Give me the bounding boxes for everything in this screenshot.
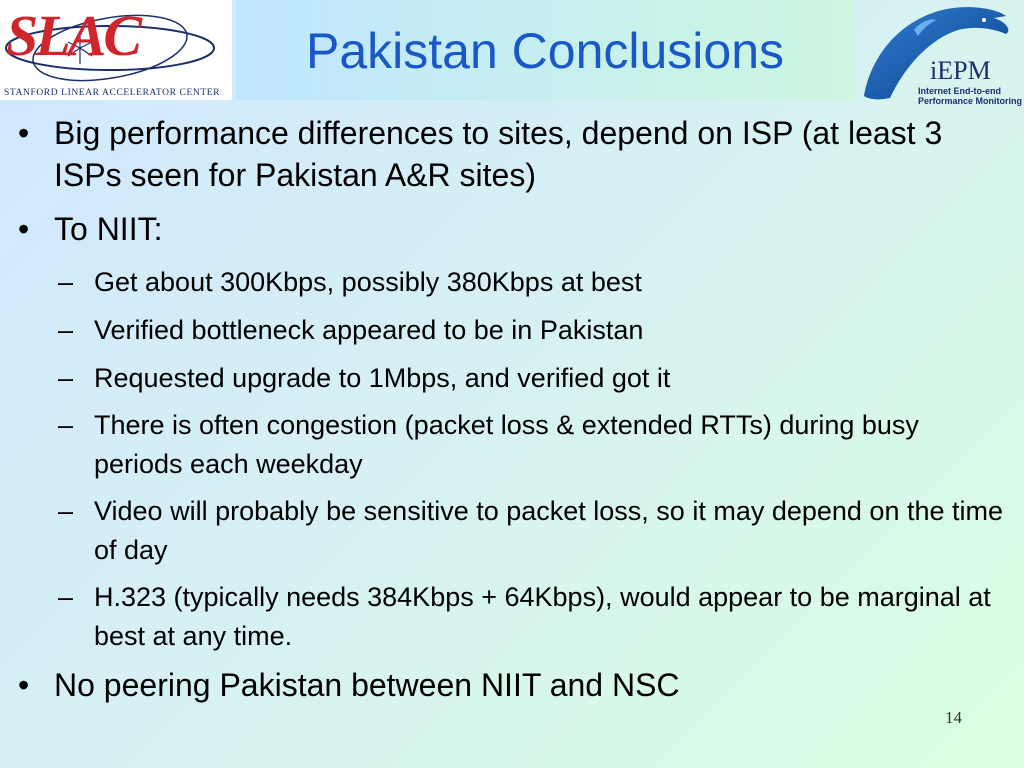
bullet-dot-icon: •: [18, 115, 30, 151]
dash-icon: –: [58, 267, 74, 297]
bullet-item: [14, 112, 1010, 196]
slac-wordmark: SLAC: [6, 3, 140, 68]
sub-bullet-text: Get about 300Kbps, possibly 380Kbps at best: [94, 267, 642, 297]
sub-bullet-text: Verified bottleneck appeared to be in Pakistan: [94, 315, 644, 345]
bullet-item: [14, 208, 1010, 250]
sub-bullet-item: [58, 406, 1010, 484]
iepm-wordmark: iEPM: [930, 56, 991, 85]
slide-title: Pakistan Conclusions: [305, 23, 785, 79]
dash-icon: –: [58, 315, 74, 345]
sub-bullet-item: [58, 492, 1010, 570]
sub-bullet-text: Video will probably be sensitive to packet loss, so it may depend on the time of day: [94, 496, 1004, 565]
page-number: 14: [945, 708, 962, 727]
bullet-dot-icon: •: [18, 211, 30, 247]
dash-icon: –: [58, 363, 74, 393]
dash-icon: –: [58, 410, 74, 440]
sub-bullet-text: There is often congestion (packet loss & extended RTTs) during busy periods each weekday: [94, 410, 919, 479]
bullet-dot-icon: •: [18, 667, 30, 703]
slac-logo: [0, 0, 232, 100]
sub-bullet-item: [58, 358, 1010, 398]
sub-bullet-text: H.323 (typically needs 384Kbps + 64Kbps), would appear to be marginal at best at any time.: [94, 582, 991, 651]
bullet-text: Big performance differences to sites, depend on ISP (at least 3 ISPs seen for Pakistan A&R sites): [54, 115, 943, 193]
bullet-text: To NIIT:: [54, 211, 163, 247]
dash-icon: –: [58, 496, 74, 526]
iepm-logo: [856, 0, 1024, 106]
sub-bullet-item: [58, 310, 1010, 350]
bullet-list: [14, 112, 1010, 718]
dash-icon: –: [58, 582, 74, 612]
sub-bullet-item: [58, 262, 1010, 302]
iepm-subtitle: Internet End-to-end Performance Monitoring: [918, 86, 1023, 106]
bullet-text: No peering Pakistan between NIIT and NSC: [54, 667, 680, 703]
slac-subtitle: STANFORD LINEAR ACCELERATOR CENTER: [4, 88, 221, 98]
title-band: [236, 0, 854, 100]
sub-bullet-item: [58, 578, 1010, 656]
bullet-item: [14, 664, 1010, 706]
sub-bullet-text: Requested upgrade to 1Mbps, and verified got it: [94, 363, 671, 393]
